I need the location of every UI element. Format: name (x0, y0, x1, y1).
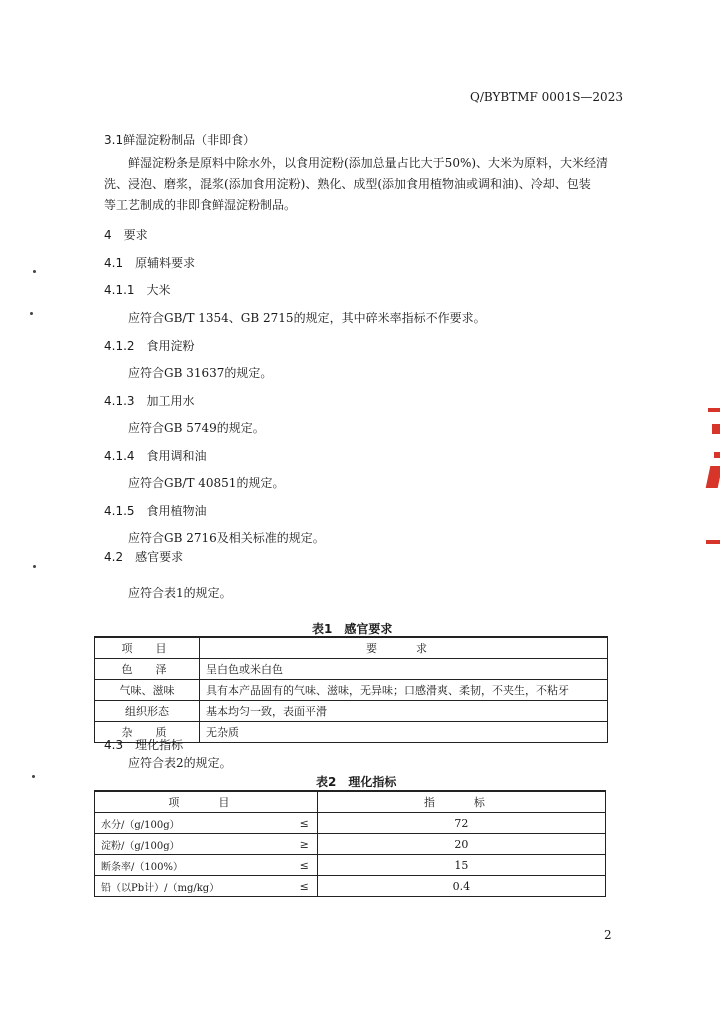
table-2-caption: 表2 理化指标 (316, 775, 397, 789)
table-1-caption: 表1 感官要求 (312, 622, 393, 636)
table-cell-item: 水分/（g/100g） (95, 813, 294, 834)
table-cell-operator: ≤ (294, 813, 318, 834)
section-4-1-5-text: 应符合GB 2716及相关标准的规定。 (128, 531, 325, 545)
table-cell-value: 20 (317, 834, 605, 855)
table-row (95, 813, 606, 834)
section-4-1-title: 4.1 原辅料要求 (104, 256, 196, 270)
table-cell: 气味、滋味 (95, 680, 200, 701)
seal-fragment (712, 424, 720, 434)
scan-mark (32, 775, 35, 778)
section-4-1-3-title: 4.1.3 加工用水 (104, 394, 195, 408)
section-3-1-paragraph (104, 153, 610, 216)
section-4-3-text: 应符合表2的规定。 (128, 756, 232, 770)
standard-code: Q/BYBTMF 0001S—2023 (470, 90, 623, 104)
table-cell: 基本均匀一致，表面平滑 (200, 701, 608, 722)
section-4-2-text: 应符合表1的规定。 (128, 586, 232, 600)
table-header-cell: 项 目 (95, 637, 200, 659)
section-4-1-1-text: 应符合GB/T 1354、GB 2715的规定，其中碎米率指标不作要求。 (128, 311, 486, 325)
section-4-1-3-text: 应符合GB 5749的规定。 (128, 421, 265, 435)
table-row (95, 834, 606, 855)
table-2-physicochemical (94, 790, 606, 897)
table-row (95, 680, 608, 701)
paragraph-line: 洗、浸泡、磨浆，混浆(添加食用淀粉)、熟化、成型(添加食用植物油或调和油)、冷却、包装 (104, 177, 591, 191)
table-header-row (95, 637, 608, 659)
page-number: 2 (604, 928, 612, 942)
table-row (95, 659, 608, 680)
seal-fragment (706, 466, 720, 488)
table-cell-item: 断条率/（100%） (95, 855, 294, 876)
seal-fragment (706, 540, 720, 544)
table-cell: 组织形态 (95, 701, 200, 722)
table-cell-item: 铅（以Pb计）/（mg/kg） (95, 876, 294, 897)
section-4-1-4-text: 应符合GB/T 40851的规定。 (128, 476, 285, 490)
table-row (95, 701, 608, 722)
seal-fragment (714, 452, 720, 458)
table-row (95, 876, 606, 897)
section-3-1-title: 3.1鲜湿淀粉制品（非即食） (104, 133, 256, 147)
table-cell-item: 淀粉/（g/100g） (95, 834, 294, 855)
table-cell-value: 15 (317, 855, 605, 876)
table-header-row (95, 791, 606, 813)
paragraph-line: 等工艺制成的非即食鲜湿淀粉制品。 (104, 198, 297, 212)
section-4-1-2-text: 应符合GB 31637的规定。 (128, 366, 273, 380)
table-row (95, 855, 606, 876)
section-4-1-1-title: 4.1.1 大米 (104, 283, 171, 297)
table-header-cell: 项 目 (95, 791, 318, 813)
scan-mark (33, 565, 36, 568)
table-header-cell: 要 求 (200, 637, 608, 659)
seal-fragment (708, 408, 720, 412)
table-cell-value: 72 (317, 813, 605, 834)
section-4-1-2-title: 4.1.2 食用淀粉 (104, 339, 195, 353)
scan-mark (30, 312, 33, 315)
table-cell-operator: ≥ (294, 834, 318, 855)
table-cell: 呈白色或米白色 (200, 659, 608, 680)
table-header-cell: 指 标 (317, 791, 605, 813)
paragraph-line: 鲜湿淀粉条是原料中除水外，以食用淀粉(添加总量占比大于50%)、大米为原料，大米经清 (128, 156, 609, 170)
table-cell: 杂 质 (95, 722, 200, 743)
table-cell-operator: ≤ (294, 855, 318, 876)
table-cell: 具有本产品固有的气味、滋味，无异味；口感滑爽、柔韧，不夹生，不粘牙 (200, 680, 608, 701)
table-cell: 色 泽 (95, 659, 200, 680)
table-cell-value: 0.4 (317, 876, 605, 897)
table-cell: 无杂质 (200, 722, 608, 743)
section-4-1-4-title: 4.1.4 食用调和油 (104, 449, 207, 463)
table-1-sensory (94, 636, 608, 743)
section-4-title: 4 要求 (104, 228, 148, 242)
table-cell-operator: ≤ (294, 876, 318, 897)
section-4-2-title: 4.2 感官要求 (104, 550, 184, 564)
scan-mark (33, 270, 36, 273)
section-4-3-title: 4.3 理化指标 (104, 738, 184, 752)
section-4-1-5-title: 4.1.5 食用植物油 (104, 504, 207, 518)
